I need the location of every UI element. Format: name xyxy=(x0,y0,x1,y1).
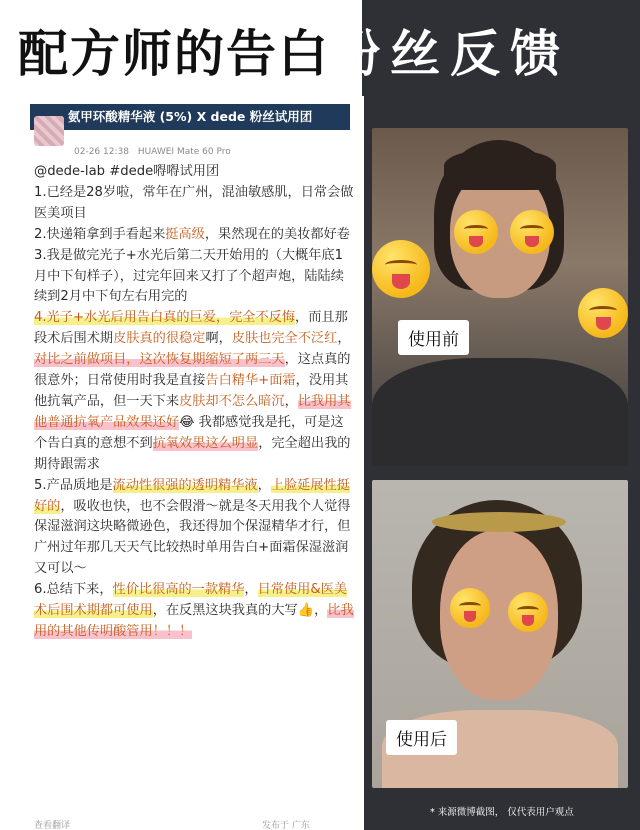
point-6: 6.总结下来，性价比很高的一款精华，日常使用&医美术后围术期都可使用，在反黑这块我真的大写👍，比我用的其他传明酸管用！！！ xyxy=(34,582,354,639)
point-1: 1.已经是28岁啦，常年在广州，混油敏感肌，日常会做医美项目 xyxy=(34,184,354,221)
before-label: 使用前 xyxy=(398,320,469,355)
sweater xyxy=(372,358,628,466)
after-photo xyxy=(372,480,628,788)
post-body xyxy=(34,162,354,643)
highlight-text: 性价比很高的一款精华 xyxy=(112,582,245,598)
emoji-sticker-icon xyxy=(508,592,548,632)
highlight-text: 4.光子+水光后用告白真的巨爱，完全不反悔 xyxy=(34,310,296,326)
post-device: HUAWEI Mate 60 Pro xyxy=(137,147,231,157)
highlight-text: 挺高级 xyxy=(165,226,205,242)
emoji-sticker-icon xyxy=(372,240,430,298)
emoji-sticker-icon xyxy=(578,288,628,338)
highlight-text: 日常使用&医美术后围术期都可使用 xyxy=(34,582,348,619)
point-2: 2.快递箱拿到手看起来挺高级，果然现在的美妆都好卷 xyxy=(34,226,350,242)
emoji-sticker-icon xyxy=(510,210,554,254)
headband xyxy=(432,512,566,532)
banner xyxy=(0,0,640,96)
post-location: 发布于 广东 xyxy=(262,821,310,830)
highlight-text: 流动性很强的透明精华液 xyxy=(112,477,258,493)
bangs xyxy=(444,150,556,190)
highlight-text: 皮肤却不怎么暗沉 xyxy=(179,393,285,409)
point-3: 3.我是做完光子+水光后第二天开始用的（大概年底1月中下旬样子），过完年回来又打了个超声炮，陆陆续续到2月中下旬左右用完的 xyxy=(34,247,344,305)
highlight-text: 比我用的其他传明酸管用！！！ xyxy=(34,603,354,639)
translate-link[interactable]: 查看翻译 xyxy=(34,821,71,830)
post-date: 02-26 12:38 xyxy=(74,147,129,157)
thumbs-up-icon: 👍 xyxy=(297,603,315,619)
highlight-text: 对比之前做项目，这次恢复期缩短了两三天 xyxy=(34,352,285,368)
point-4: 4.光子+水光后用告白真的巨爱，完全不反悔，而且那段术后围术期皮肤真的很稳定啊，皮肤也完全不泛红，对比之前做项目，这次恢复期缩短了两三天，这点真的很意外；日常使用时我是直接告白精华+面霜，没用其他抗氧产品，但一天下来皮肤却不怎么暗沉，比我用其他普通抗氧产品效果还好😂 我都感觉我是托，可是这个告白真的意想不到抗氧效果这么明显，完全超出我的期待跟需求 xyxy=(34,310,351,472)
post-intro: @dede-lab #dede嘚嘚试用团 xyxy=(34,164,220,179)
post-header: 氨甲环酸精华液 (5%) X dede 粉丝试用团 xyxy=(30,104,350,130)
banner-title-part1: 配方师的告白 xyxy=(18,25,330,83)
avatar[interactable] xyxy=(34,116,64,146)
source-note: * 来源微博截图， 仅代表用户观点 xyxy=(430,807,574,818)
before-photo xyxy=(372,128,628,466)
after-label: 使用后 xyxy=(386,720,457,755)
highlight-text: 告白精华+面霜 xyxy=(205,373,296,389)
point-5: 5.产品质地是流动性很强的透明精华液，上脸延展性挺好的，吸收也快，也不会假滑～就是冬天用我个人觉得保湿滋润这块略微逊色，我还得加个保湿精华才行，但广州过年那几天天气比较热时单用告白+面霜保湿滋润又可以～ xyxy=(34,477,351,577)
banner-title xyxy=(18,14,570,86)
banner-title-part2: 粉丝反馈 xyxy=(330,25,570,83)
highlight-text: 皮肤也完全不泛红 xyxy=(231,331,338,347)
post-meta xyxy=(74,147,237,157)
highlight-text: 皮肤真的很稳定 xyxy=(113,331,206,347)
emoji-sticker-icon xyxy=(454,210,498,254)
highlight-text: 上脸延展性挺好的 xyxy=(34,477,350,514)
highlight-text: 抗氧效果这么明显 xyxy=(152,435,259,451)
highlight-text: 比我用其他普通抗氧产品效果还好 xyxy=(34,393,351,430)
emoji-sticker-icon xyxy=(450,588,490,628)
